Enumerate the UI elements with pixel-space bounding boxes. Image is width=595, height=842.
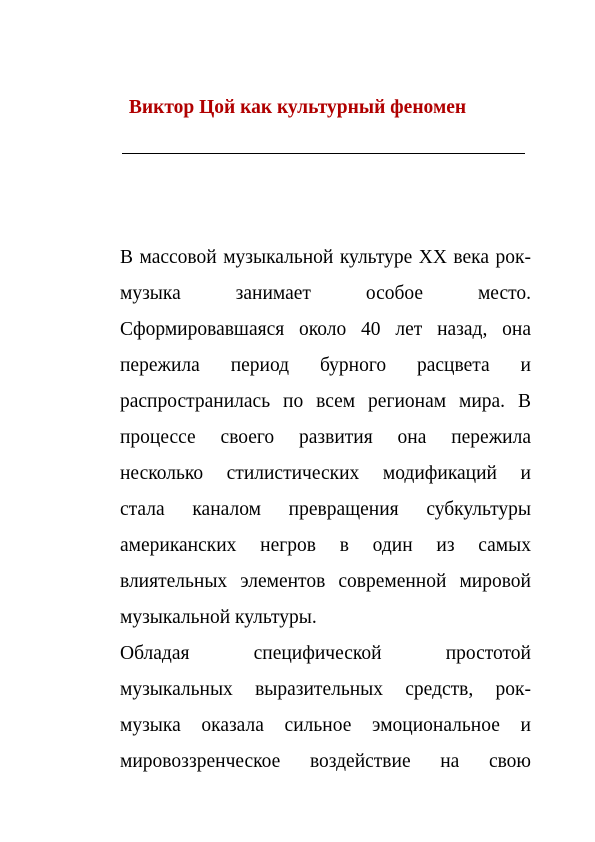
text-line: музыка занимает особое место. xyxy=(120,283,531,304)
text-line: Обладая специфической простотой xyxy=(120,643,531,664)
paragraph-1 xyxy=(120,240,531,636)
text-line: американских негров в один из самых xyxy=(120,535,531,556)
text-line: музыкальных выразительных средств, рок- xyxy=(120,679,531,700)
text-line: музыка оказала сильное эмоциональное и xyxy=(120,715,531,736)
text-line: стала каналом превращения субкультуры xyxy=(120,499,531,520)
text-line: Сформировавшаяся около 40 лет назад, она xyxy=(120,319,531,340)
document-body xyxy=(120,240,531,780)
text-line: распространилась по всем регионам мира. В xyxy=(120,391,531,412)
title-underline-divider xyxy=(122,153,525,154)
text-line: мировоззренческое воздействие на свою xyxy=(120,751,531,772)
text-line: процессе своего развития она пережила xyxy=(120,427,531,448)
text-line: несколько стилистических модификаций и xyxy=(120,463,531,484)
text-line: В массовой музыкальной культуре XX века рок- xyxy=(120,247,531,268)
text-line: музыкальной культуры. xyxy=(120,607,317,628)
text-line: влиятельных элементов современной мировой xyxy=(120,571,531,592)
paragraph-2 xyxy=(120,636,531,780)
text-line: пережила период бурного расцвета и xyxy=(120,355,531,376)
document-title: Виктор Цой как культурный феномен xyxy=(128,97,467,118)
